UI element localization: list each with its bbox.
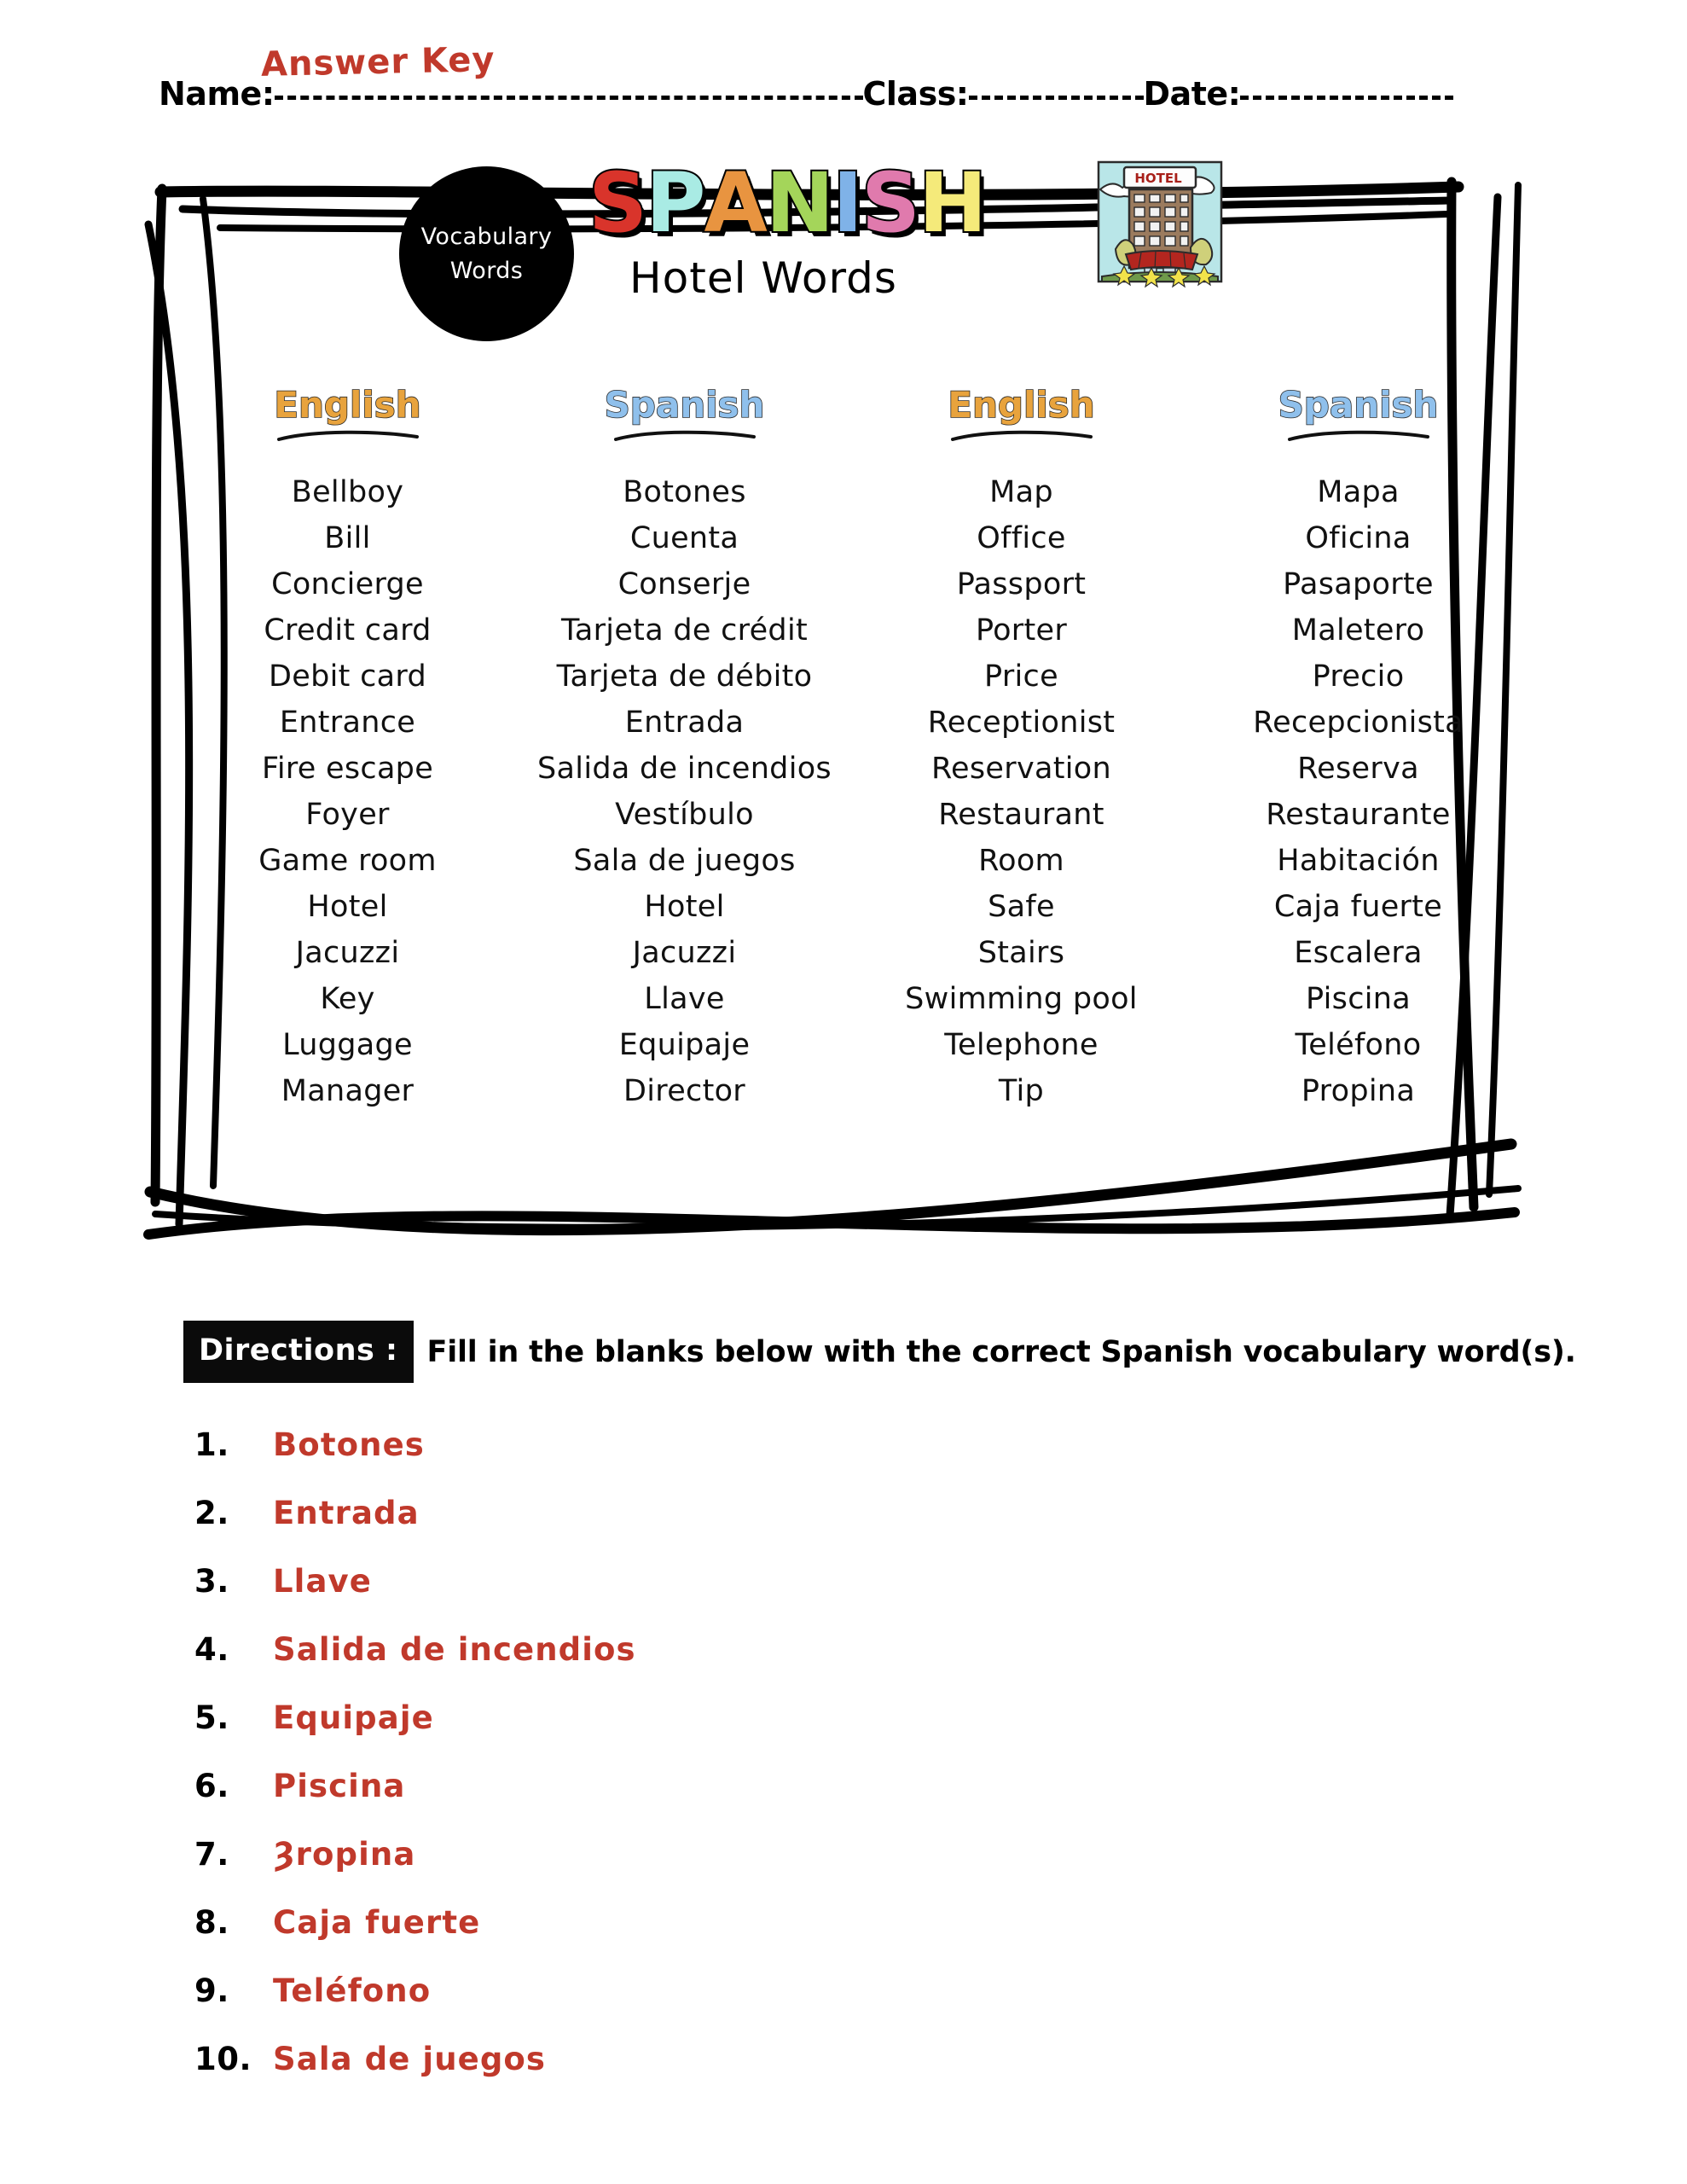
column-header-label: English — [274, 384, 421, 426]
answer-value[interactable]: Salida de incendios — [273, 1631, 636, 1668]
answer-value[interactable]: Botones — [273, 1426, 425, 1463]
answer-number: 1. — [194, 1426, 229, 1463]
column-header-label: Spanish — [604, 384, 765, 426]
class-label: Class: — [862, 75, 969, 113]
vocab-cell-english: Safe — [988, 889, 1055, 924]
answer-number: 10. — [194, 2041, 252, 2077]
hotel-building-icon — [1092, 154, 1228, 290]
vocab-cell-english: Telephone — [944, 1027, 1099, 1062]
vocab-cell-english: Entrance — [279, 705, 416, 740]
answer-row — [194, 1836, 1474, 1904]
title-letter-2: P — [646, 155, 704, 251]
column-header-spanish-2 — [1190, 384, 1527, 469]
answer-value[interactable]: Piscina — [273, 1768, 406, 1804]
vocab-cell-spanish: Hotel — [644, 889, 725, 924]
vocab-cell-spanish: Conserje — [617, 566, 751, 601]
answer-value[interactable]: Equipaje — [273, 1699, 434, 1736]
vocab-cell-spanish: Salida de incendios — [537, 751, 832, 786]
vocab-cell-english: Tip — [998, 1073, 1045, 1108]
vocab-cell-english: Debit card — [269, 659, 426, 694]
answer-row — [194, 1426, 1474, 1495]
answer-row — [194, 1563, 1474, 1631]
answer-number: 3. — [194, 1563, 229, 1600]
vocab-cell-english: Receptionist — [927, 705, 1116, 740]
vocab-cell-spanish: Director — [623, 1073, 745, 1108]
column-header-label: Spanish — [1278, 384, 1439, 426]
column-header-english-2 — [853, 384, 1190, 469]
vocab-cell-english: Foyer — [305, 797, 390, 832]
student-info-header — [159, 40, 1540, 126]
vocab-cell-english: Porter — [975, 613, 1068, 648]
answer-number: 5. — [194, 1699, 229, 1736]
vocab-cell-english: Jacuzzi — [295, 935, 400, 970]
vocabulary-table — [179, 384, 1527, 1114]
answer-row — [194, 1699, 1474, 1768]
column-header-spanish-1 — [516, 384, 853, 469]
title-block — [154, 155, 1552, 397]
column-header-english-1 — [179, 384, 516, 469]
vocab-cell-spanish: Pasaporte — [1283, 566, 1434, 601]
underline-squiggle-icon — [949, 428, 1094, 444]
vocab-cell-spanish: Caja fuerte — [1273, 889, 1443, 924]
vocab-cell-english: Map — [989, 474, 1053, 509]
vocab-cell-spanish: Vestíbulo — [615, 797, 754, 832]
name-blank[interactable] — [275, 96, 863, 100]
directions-row — [183, 1321, 1576, 1383]
vocab-cell-spanish: Jacuzzi — [632, 935, 737, 970]
vocab-cell-spanish: Cuenta — [629, 520, 739, 555]
vocab-cell-spanish: Tarjeta de débito — [556, 659, 813, 694]
underline-squiggle-icon — [612, 428, 757, 444]
vocab-cell-spanish: Sala de juegos — [573, 843, 796, 878]
vocab-cell-english: Bellboy — [291, 474, 404, 509]
title-letter-3: A — [704, 155, 766, 251]
answer-value[interactable]: Ȝropina — [273, 1836, 416, 1873]
underline-squiggle-icon — [1286, 428, 1431, 444]
vocab-cell-english: Manager — [281, 1073, 415, 1108]
vocab-cell-english: Office — [977, 520, 1066, 555]
answer-value[interactable]: Teléfono — [273, 1972, 432, 2009]
class-blank[interactable] — [969, 96, 1144, 100]
vocabulary-board — [154, 155, 1552, 1258]
vocab-cell-english: Reservation — [931, 751, 1111, 786]
vocab-cell-english: Stairs — [977, 935, 1065, 970]
title-letter-1: S — [588, 155, 646, 251]
vocab-cell-spanish: Habitación — [1277, 843, 1440, 878]
name-label: Name: — [159, 75, 275, 113]
vocab-cell-spanish: Piscina — [1306, 981, 1411, 1016]
vocab-cell-english: Key — [320, 981, 375, 1016]
vocab-cell-english: Fire escape — [261, 751, 434, 786]
answer-key-annotation: Answer Key — [260, 40, 496, 84]
badge-line-2: Words — [449, 257, 524, 284]
answer-number: 7. — [194, 1836, 229, 1873]
page-subtitle: Hotel Words — [629, 253, 897, 303]
vocab-cell-english: Restaurant — [938, 797, 1104, 832]
vocab-cell-english: Bill — [324, 520, 371, 555]
title-letter-7: H — [919, 155, 986, 251]
vocab-cell-english: Passport — [956, 566, 1087, 601]
vocab-cell-english: Price — [984, 659, 1058, 694]
vocab-cell-english: Hotel — [307, 889, 388, 924]
vocab-cell-english: Game room — [258, 843, 437, 878]
vocab-cell-spanish: Llave — [644, 981, 725, 1016]
vocab-cell-english: Concierge — [271, 566, 424, 601]
vocab-cell-spanish: Restaurante — [1266, 797, 1451, 832]
underline-squiggle-icon — [275, 428, 420, 444]
directions-text: Fill in the blanks below with the correct Spanish vocabulary word(s). — [426, 1334, 1576, 1369]
badge-line-1: Vocabulary — [420, 224, 553, 251]
answer-row — [194, 1768, 1474, 1836]
vocab-cell-spanish: Entrada — [624, 705, 745, 740]
vocab-cell-english: Swimming pool — [905, 981, 1138, 1016]
vocab-cell-spanish: Propina — [1301, 1073, 1416, 1108]
answer-value[interactable]: Caja fuerte — [273, 1904, 481, 1941]
hotel-sign-text: HOTEL — [1134, 171, 1182, 186]
vocab-cell-spanish: Tarjeta de crédit — [560, 613, 808, 648]
vocab-cell-spanish: Reserva — [1297, 751, 1419, 786]
answer-number: 8. — [194, 1904, 229, 1941]
title-letter-5: I — [832, 155, 861, 251]
title-letter-4: N — [765, 155, 833, 251]
answer-row — [194, 1631, 1474, 1699]
vocab-cell-spanish: Recepcionista — [1253, 705, 1464, 740]
answer-row — [194, 1972, 1474, 2041]
answer-value[interactable]: Entrada — [273, 1495, 420, 1531]
answer-number: 4. — [194, 1631, 229, 1668]
date-label: Date: — [1143, 75, 1241, 113]
vocabulary-words-badge — [399, 166, 574, 341]
vocab-cell-spanish: Precio — [1312, 659, 1405, 694]
vocab-cell-spanish: Teléfono — [1295, 1027, 1422, 1062]
page-title — [588, 155, 986, 251]
column-header-label: English — [948, 384, 1095, 426]
answer-value[interactable]: Sala de juegos — [273, 2041, 547, 2077]
vocab-cell-spanish: Botones — [623, 474, 746, 509]
answer-list — [194, 1426, 1474, 2109]
vocab-cell-spanish: Oficina — [1305, 520, 1412, 555]
answer-number: 9. — [194, 1972, 229, 2009]
vocab-cell-english: Room — [978, 843, 1064, 878]
date-blank[interactable] — [1240, 96, 1453, 100]
answer-number: 2. — [194, 1495, 229, 1531]
answer-row — [194, 2041, 1474, 2109]
vocab-cell-spanish: Mapa — [1317, 474, 1400, 509]
vocab-cell-spanish: Escalera — [1294, 935, 1423, 970]
vocab-cell-english: Luggage — [282, 1027, 413, 1062]
vocab-cell-spanish: Equipaje — [618, 1027, 751, 1062]
answer-row — [194, 1904, 1474, 1972]
answer-row — [194, 1495, 1474, 1563]
answer-value[interactable]: Llave — [273, 1563, 372, 1600]
directions-tag: Directions : — [183, 1321, 414, 1383]
vocab-cell-spanish: Maletero — [1291, 613, 1425, 648]
answer-number: 6. — [194, 1768, 229, 1804]
title-letter-6: S — [861, 155, 919, 251]
vocab-cell-english: Credit card — [264, 613, 432, 648]
